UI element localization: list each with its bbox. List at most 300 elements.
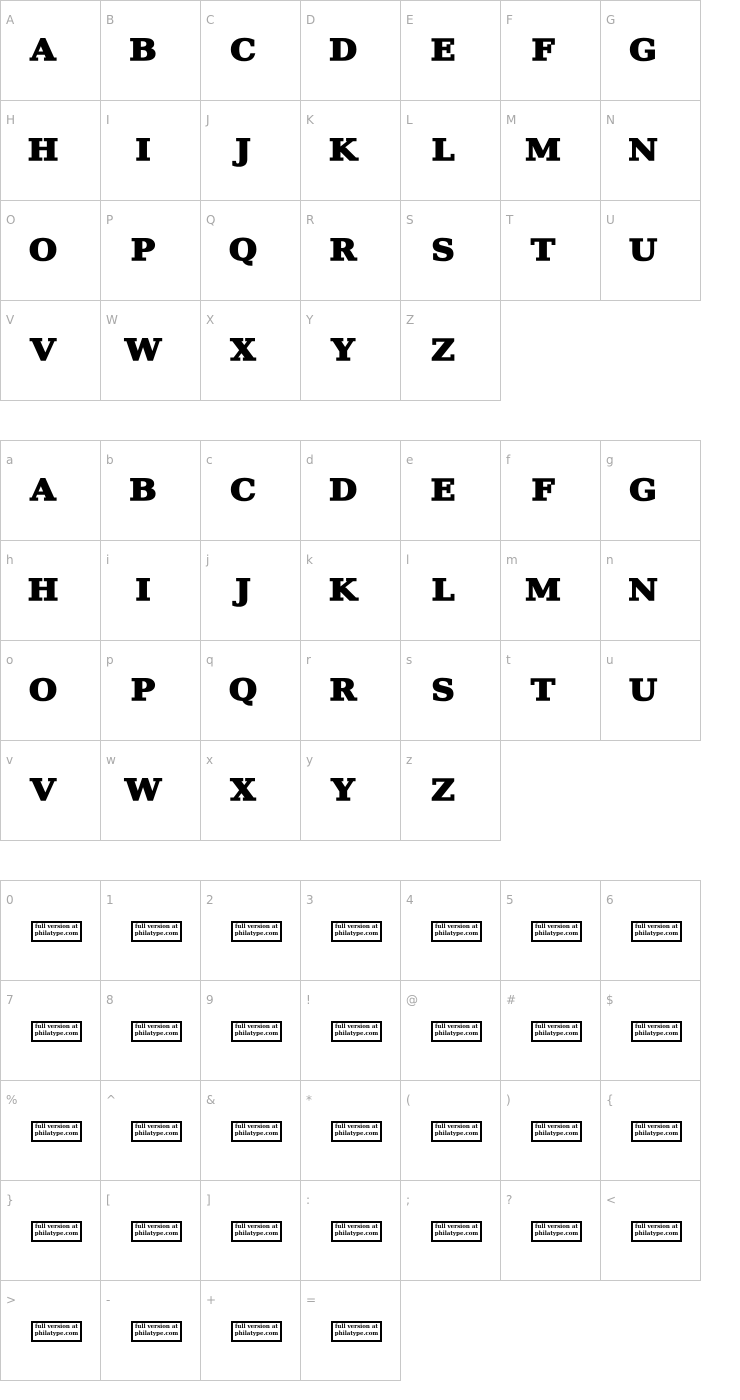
glyph-sample: Y — [331, 333, 354, 367]
glyph-cell-label: e — [406, 453, 414, 467]
glyph-cell — [600, 0, 701, 101]
glyph-cell — [500, 640, 601, 741]
glyph-cell-label: R — [306, 213, 315, 227]
badge-line-1: full version at — [635, 1024, 678, 1030]
glyph-sample: X — [230, 333, 255, 367]
glyph-cell — [500, 540, 601, 641]
glyph-sample: R — [329, 233, 356, 267]
glyph-cell — [500, 880, 601, 981]
full-version-badge — [631, 1021, 682, 1042]
glyph-sample: C — [230, 473, 255, 507]
glyph-cell-label: & — [206, 1093, 216, 1107]
badge-line-2: philatype.com — [134, 1131, 179, 1137]
glyph-cell — [400, 300, 501, 401]
glyph-cell-label: ) — [506, 1093, 511, 1107]
badge-line-2: philatype.com — [134, 1031, 179, 1037]
glyph-cell-label: 8 — [106, 993, 114, 1007]
glyph-cell — [0, 540, 101, 641]
badge-line-2: philatype.com — [34, 931, 79, 937]
glyph-cell-label: A — [6, 13, 15, 27]
glyph-cell — [400, 440, 501, 541]
badge-line-2: philatype.com — [134, 1231, 179, 1237]
glyph-cell — [500, 1180, 601, 1281]
glyph-cell — [200, 640, 301, 741]
glyph-cell-label: { — [606, 1093, 614, 1107]
glyph-cell — [400, 740, 501, 841]
glyph-sample: X — [230, 773, 255, 807]
glyph-cell — [400, 1080, 501, 1181]
glyph-cell-label: K — [306, 113, 314, 127]
badge-line-1: full version at — [235, 1124, 278, 1130]
glyph-sample: W — [125, 333, 160, 367]
glyph-cell — [400, 1180, 501, 1281]
badge-line-1: full version at — [135, 1224, 178, 1230]
uppercase-section — [0, 0, 701, 401]
glyph-cell — [300, 1280, 401, 1381]
glyph-cell-label: t — [506, 653, 511, 667]
glyph-cell — [500, 980, 601, 1081]
glyph-cell-label: O — [6, 213, 16, 227]
glyph-cell — [300, 0, 401, 101]
glyph-cell-label: o — [6, 653, 14, 667]
glyph-cell — [400, 100, 501, 201]
badge-line-1: full version at — [135, 924, 178, 930]
glyph-cell-label: l — [406, 553, 410, 567]
glyph-cell — [200, 1080, 301, 1181]
glyph-cell — [100, 1080, 201, 1181]
glyph-cell — [0, 740, 101, 841]
badge-line-1: full version at — [135, 1024, 178, 1030]
glyph-cell-label: 1 — [106, 893, 114, 907]
glyph-cell — [600, 1080, 701, 1181]
glyph-cell-label: N — [606, 113, 615, 127]
full-version-badge — [31, 1121, 82, 1142]
glyph-sample: G — [629, 33, 656, 67]
glyph-cell-label: 0 — [6, 893, 14, 907]
glyph-sample: T — [531, 673, 554, 707]
glyph-sample: J — [235, 133, 250, 167]
glyph-cell-label: ; — [406, 1193, 411, 1207]
full-version-badge — [531, 1021, 582, 1042]
full-version-badge — [531, 1121, 582, 1142]
full-version-badge — [131, 1221, 182, 1242]
glyph-sample: Q — [229, 233, 256, 267]
glyph-cell-label: G — [606, 13, 616, 27]
glyph-cell — [200, 740, 301, 841]
glyph-sample: O — [29, 233, 56, 267]
badge-line-2: philatype.com — [334, 1331, 379, 1337]
full-version-badge — [231, 921, 282, 942]
glyph-cell — [100, 0, 201, 101]
glyph-sample: K — [329, 573, 356, 607]
glyph-cell-label: r — [306, 653, 311, 667]
glyph-cell — [400, 540, 501, 641]
glyph-cell — [500, 1080, 601, 1181]
glyph-cell — [100, 980, 201, 1081]
glyph-cell — [0, 980, 101, 1081]
glyph-cell-label: D — [306, 13, 316, 27]
glyph-cell-label: ^ — [106, 1093, 117, 1107]
badge-line-2: philatype.com — [34, 1131, 79, 1137]
glyph-cell — [300, 1080, 401, 1181]
badge-line-2: philatype.com — [334, 931, 379, 937]
badge-line-1: full version at — [35, 924, 78, 930]
badge-line-1: full version at — [535, 1024, 578, 1030]
glyph-cell-label: + — [206, 1293, 217, 1307]
full-version-badge — [431, 1021, 482, 1042]
glyph-sample: V — [30, 773, 55, 807]
glyph-sample: R — [329, 673, 356, 707]
glyph-cell-label: j — [206, 553, 210, 567]
glyph-cell-label: m — [506, 553, 518, 567]
glyph-cell-label: x — [206, 753, 214, 767]
badge-line-1: full version at — [635, 1124, 678, 1130]
glyph-sample: N — [628, 133, 657, 167]
badge-line-1: full version at — [335, 1324, 378, 1330]
glyph-cell-label: - — [106, 1293, 111, 1307]
glyph-sample: M — [525, 133, 560, 167]
glyph-cell — [200, 1180, 301, 1281]
glyph-cell-label: q — [206, 653, 214, 667]
glyph-sample: S — [431, 233, 454, 267]
glyph-cell-label: d — [306, 453, 314, 467]
glyph-cell — [0, 640, 101, 741]
glyph-sample: C — [230, 33, 255, 67]
badge-line-1: full version at — [135, 1124, 178, 1130]
glyph-sample: H — [27, 133, 58, 167]
glyph-cell-label: Y — [306, 313, 314, 327]
glyph-cell-label: I — [106, 113, 110, 127]
badge-line-1: full version at — [235, 1324, 278, 1330]
glyph-cell-label: < — [606, 1193, 617, 1207]
symbols-grid — [0, 880, 701, 1381]
full-version-badge — [131, 921, 182, 942]
badge-line-2: philatype.com — [434, 1131, 479, 1137]
full-version-badge — [231, 1221, 282, 1242]
glyph-sample: F — [531, 473, 554, 507]
badge-line-1: full version at — [535, 1124, 578, 1130]
glyph-cell-label: h — [6, 553, 14, 567]
glyph-cell-label: V — [6, 313, 15, 327]
badge-line-1: full version at — [435, 1224, 478, 1230]
glyph-cell-label: u — [606, 653, 614, 667]
badge-line-2: philatype.com — [334, 1231, 379, 1237]
glyph-sample: B — [129, 33, 156, 67]
glyph-cell — [300, 1180, 401, 1281]
glyph-sample: P — [131, 673, 154, 707]
glyph-cell — [0, 1280, 101, 1381]
glyph-cell — [600, 1180, 701, 1281]
glyph-cell — [400, 880, 501, 981]
glyph-sample: E — [430, 473, 455, 507]
glyph-sample: I — [135, 133, 150, 167]
full-version-badge — [431, 1221, 482, 1242]
badge-line-1: full version at — [635, 924, 678, 930]
glyph-cell — [200, 300, 301, 401]
full-version-badge — [131, 1021, 182, 1042]
full-version-badge — [131, 1321, 182, 1342]
glyph-sample: A — [30, 473, 55, 507]
glyph-cell-label: * — [306, 1093, 312, 1107]
glyph-cell-label: = — [306, 1293, 317, 1307]
glyph-cell-label: 7 — [6, 993, 14, 1007]
badge-line-2: philatype.com — [234, 1031, 279, 1037]
glyph-cell-label: X — [206, 313, 215, 327]
glyph-cell — [300, 100, 401, 201]
full-version-badge — [231, 1021, 282, 1042]
glyph-cell-label: H — [6, 113, 16, 127]
badge-line-1: full version at — [235, 924, 278, 930]
glyph-cell — [200, 100, 301, 201]
glyph-cell — [600, 540, 701, 641]
badge-line-2: philatype.com — [34, 1231, 79, 1237]
full-version-badge — [31, 1021, 82, 1042]
glyph-sample: F — [531, 33, 554, 67]
badge-line-2: philatype.com — [434, 1231, 479, 1237]
glyph-cell-label: ] — [206, 1193, 211, 1207]
glyph-sample: D — [329, 473, 356, 507]
full-version-badge — [431, 1121, 482, 1142]
glyph-cell-label: v — [6, 753, 14, 767]
glyph-cell-label: y — [306, 753, 314, 767]
badge-line-1: full version at — [335, 924, 378, 930]
glyph-cell-label: P — [106, 213, 114, 227]
glyph-cell — [0, 440, 101, 541]
badge-line-2: philatype.com — [634, 931, 679, 937]
glyph-cell — [500, 0, 601, 101]
glyph-sample: V — [30, 333, 55, 367]
glyph-cell-label: n — [606, 553, 614, 567]
glyph-cell — [100, 100, 201, 201]
glyph-cell-label: 5 — [506, 893, 514, 907]
glyph-cell — [300, 440, 401, 541]
glyph-cell-label: w — [106, 753, 116, 767]
glyph-cell — [0, 200, 101, 301]
glyph-sample: N — [628, 573, 657, 607]
glyph-cell-label: i — [106, 553, 110, 567]
glyph-cell-label: : — [306, 1193, 311, 1207]
glyph-cell-label: W — [106, 313, 118, 327]
full-version-badge — [631, 1121, 682, 1142]
glyph-cell-label: z — [406, 753, 413, 767]
badge-line-2: philatype.com — [434, 931, 479, 937]
glyph-sample: E — [430, 33, 455, 67]
badge-line-2: philatype.com — [234, 1131, 279, 1137]
glyph-cell-label: ( — [406, 1093, 411, 1107]
glyph-sample: Z — [431, 773, 454, 807]
full-version-badge — [331, 1221, 382, 1242]
glyph-cell — [400, 200, 501, 301]
glyph-cell — [500, 100, 601, 201]
glyph-cell-label: 3 — [306, 893, 314, 907]
uppercase-grid — [0, 0, 701, 401]
glyph-cell — [200, 0, 301, 101]
glyph-cell-label: s — [406, 653, 413, 667]
glyph-cell-label: % — [6, 1093, 18, 1107]
glyph-sample: O — [29, 673, 56, 707]
full-version-badge — [131, 1121, 182, 1142]
badge-line-1: full version at — [135, 1324, 178, 1330]
glyph-cell-label: E — [406, 13, 414, 27]
full-version-badge — [31, 921, 82, 942]
badge-line-1: full version at — [635, 1224, 678, 1230]
glyph-cell-label: J — [206, 113, 210, 127]
glyph-sample: S — [431, 673, 454, 707]
badge-line-1: full version at — [535, 1224, 578, 1230]
badge-line-2: philatype.com — [634, 1031, 679, 1037]
badge-line-2: philatype.com — [634, 1231, 679, 1237]
badge-line-1: full version at — [335, 1224, 378, 1230]
glyph-cell — [0, 1080, 101, 1181]
glyph-cell — [0, 300, 101, 401]
glyph-cell — [400, 980, 501, 1081]
badge-line-2: philatype.com — [334, 1131, 379, 1137]
badge-line-1: full version at — [35, 1324, 78, 1330]
glyph-cell — [100, 880, 201, 981]
glyph-cell-label: 4 — [406, 893, 414, 907]
lowercase-section — [0, 440, 701, 841]
glyph-cell — [300, 200, 401, 301]
glyph-sample: Z — [431, 333, 454, 367]
badge-line-2: philatype.com — [234, 1231, 279, 1237]
glyph-cell — [0, 0, 101, 101]
glyph-cell-label: ? — [506, 1193, 513, 1207]
badge-line-1: full version at — [535, 924, 578, 930]
badge-line-2: philatype.com — [534, 1231, 579, 1237]
glyph-cell — [0, 1180, 101, 1281]
badge-line-2: philatype.com — [34, 1031, 79, 1037]
glyph-cell — [100, 540, 201, 641]
glyph-cell — [600, 980, 701, 1081]
glyph-sample: I — [135, 573, 150, 607]
glyph-cell-label: # — [506, 993, 517, 1007]
glyph-cell-label: 2 — [206, 893, 214, 907]
glyph-cell — [100, 740, 201, 841]
glyph-sample: Q — [229, 673, 256, 707]
glyph-sample: G — [629, 473, 656, 507]
glyph-sample: P — [131, 233, 154, 267]
glyph-cell-label: [ — [106, 1193, 111, 1207]
glyph-cell — [100, 1180, 201, 1281]
glyph-sample: U — [629, 233, 656, 267]
full-version-badge — [231, 1121, 282, 1142]
glyph-cell — [200, 200, 301, 301]
glyph-cell — [500, 200, 601, 301]
glyph-sample: D — [329, 33, 356, 67]
full-version-badge — [331, 1121, 382, 1142]
glyph-cell — [300, 640, 401, 741]
glyph-cell — [200, 540, 301, 641]
glyph-cell-label: F — [506, 13, 513, 27]
full-version-badge — [231, 1321, 282, 1342]
badge-line-2: philatype.com — [634, 1131, 679, 1137]
glyph-sample: A — [30, 33, 55, 67]
symbols-section — [0, 880, 701, 1381]
glyph-cell — [100, 300, 201, 401]
glyph-cell — [300, 980, 401, 1081]
badge-line-2: philatype.com — [534, 1131, 579, 1137]
full-version-badge — [431, 921, 482, 942]
badge-line-2: philatype.com — [534, 1031, 579, 1037]
glyph-cell — [600, 640, 701, 741]
glyph-cell — [300, 300, 401, 401]
badge-line-1: full version at — [335, 1024, 378, 1030]
full-version-badge — [531, 921, 582, 942]
glyph-cell — [600, 200, 701, 301]
full-version-badge — [331, 1321, 382, 1342]
glyph-cell — [300, 740, 401, 841]
glyph-sample: T — [531, 233, 554, 267]
glyph-cell-label: B — [106, 13, 115, 27]
glyph-cell-label: } — [6, 1193, 14, 1207]
glyph-sample: J — [235, 573, 250, 607]
glyph-sample: H — [27, 573, 58, 607]
glyph-cell — [100, 440, 201, 541]
glyph-cell-label: p — [106, 653, 114, 667]
badge-line-1: full version at — [35, 1224, 78, 1230]
badge-line-2: philatype.com — [134, 1331, 179, 1337]
badge-line-2: philatype.com — [134, 931, 179, 937]
badge-line-2: philatype.com — [534, 931, 579, 937]
glyph-cell-label: b — [106, 453, 114, 467]
badge-line-1: full version at — [435, 924, 478, 930]
badge-line-1: full version at — [235, 1224, 278, 1230]
glyph-cell — [600, 100, 701, 201]
glyph-cell-label: > — [6, 1293, 17, 1307]
glyph-cell — [600, 880, 701, 981]
glyph-cell-label: Z — [406, 313, 415, 327]
badge-line-2: philatype.com — [334, 1031, 379, 1037]
glyph-sample: K — [329, 133, 356, 167]
badge-line-1: full version at — [335, 1124, 378, 1130]
glyph-cell-label: @ — [406, 993, 418, 1007]
glyph-cell-label: k — [306, 553, 313, 567]
glyph-cell-label: L — [406, 113, 413, 127]
badge-line-2: philatype.com — [234, 1331, 279, 1337]
full-version-badge — [31, 1321, 82, 1342]
glyph-cell — [100, 640, 201, 741]
glyph-cell — [300, 540, 401, 641]
glyph-cell — [400, 0, 501, 101]
glyph-cell-label: C — [206, 13, 215, 27]
glyph-sample: L — [431, 573, 454, 607]
full-version-badge — [631, 1221, 682, 1242]
full-version-badge — [31, 1221, 82, 1242]
glyph-cell-label: Q — [206, 213, 216, 227]
glyph-cell — [300, 880, 401, 981]
glyph-sample: U — [629, 673, 656, 707]
badge-line-1: full version at — [435, 1024, 478, 1030]
glyph-cell — [500, 440, 601, 541]
glyph-cell — [200, 440, 301, 541]
full-version-badge — [531, 1221, 582, 1242]
full-version-badge — [331, 1021, 382, 1042]
badge-line-1: full version at — [435, 1124, 478, 1130]
glyph-cell-label: T — [506, 213, 514, 227]
glyph-cell-label: 9 — [206, 993, 214, 1007]
glyph-sample: W — [125, 773, 160, 807]
glyph-cell-label: c — [206, 453, 213, 467]
glyph-sample: M — [525, 573, 560, 607]
glyph-cell — [0, 100, 101, 201]
glyph-cell — [0, 880, 101, 981]
badge-line-2: philatype.com — [234, 931, 279, 937]
glyph-cell — [400, 640, 501, 741]
full-version-badge — [331, 921, 382, 942]
glyph-cell — [200, 880, 301, 981]
glyph-cell-label: g — [606, 453, 614, 467]
glyph-cell — [600, 440, 701, 541]
